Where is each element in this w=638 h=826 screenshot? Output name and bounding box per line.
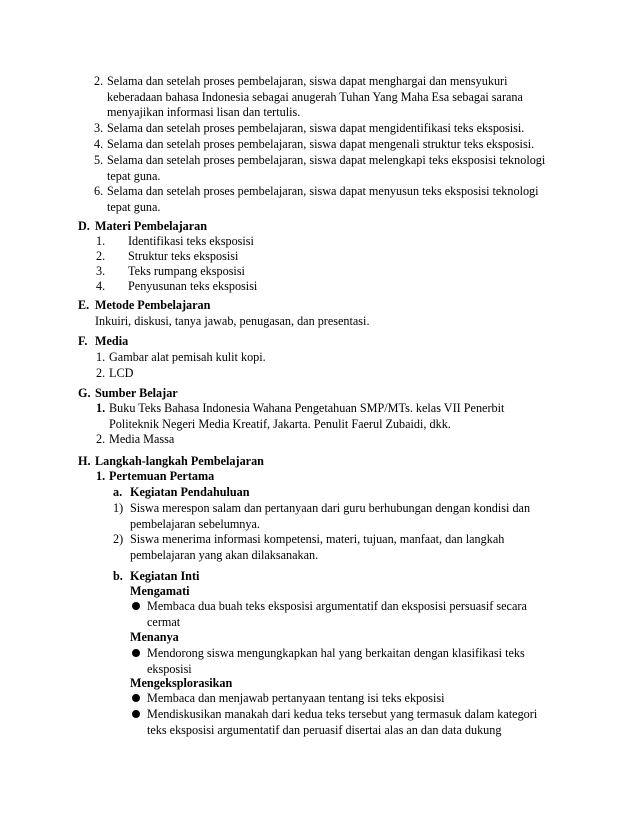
label-mengamati: Mengamati (130, 584, 190, 598)
tujuan-item-2: 2. Selama dan setelah proses pembelajaran, siswa dapat menghargai dan mensyukuri keberadaan bahasa Indonesia sebagai anugerah Tuhan Yang Maha Esa sebagai sarana menyajikan informasi lisan dan tertulis. (94, 74, 523, 119)
bullet-icon (132, 710, 140, 718)
label-menanya: Menanya (130, 630, 179, 644)
bullet-icon (132, 649, 140, 657)
mengamati-item: Membaca dua buah teks eksposisi argumentatif dan eksposisi persuasif secara cermat (130, 599, 577, 630)
tujuan-item-3: 3. Selama dan setelah proses pembelajaran, siswa dapat mengidentifikasi teks eksposisi. (94, 121, 525, 135)
media-item: 2. LCD (96, 366, 134, 380)
tujuan-item-6: 6. Selama dan setelah proses pembelajaran, siswa dapat menyusun teks eksposisi teknologi tepat guna. (94, 184, 539, 214)
pendahuluan-item: 2) Siswa menerima informasi kompetensi, materi, tujuan, manfaat, dan langkah pembelajaran yang akan dilaksanakan. (113, 532, 505, 562)
media-item: 1. Gambar alat pemisah kulit kopi. (96, 350, 266, 364)
eksplor-item: Membaca dan menjawab pertanyaan tentang isi teks ekposisi (130, 691, 577, 707)
pendahuluan-item: 1) Siswa merespon salam dan pertanyaan dari guru berhubungan dengan kondisi dan pembelajaran sebelumnya. (113, 501, 531, 531)
materi-item: 4. Penyusunan teks eksposisi (96, 279, 258, 293)
materi-item: 1. Identifikasi teks eksposisi (96, 234, 254, 248)
materi-item: 3. Teks rumpang eksposisi (96, 264, 245, 278)
subsection-inti: b. Kegiatan Inti (113, 569, 200, 583)
bullet-icon (132, 602, 140, 610)
menanya-item: Mendorong siswa mengungkapkan hal yang berkaitan dengan klasifikasi teks eksposisi (130, 646, 577, 677)
sumber-item: 1. Buku Teks Bahasa Indonesia Wahana Pengetahuan SMP/MTs. kelas VII Penerbit Politeknik Negeri Media Kreatif, Jakarta. Penulit Faerul Zubaidi, dkk. (96, 401, 505, 431)
section-heading-materi: D. Materi Pembelajaran (78, 219, 208, 233)
label-mengeksplorasikan: Mengeksplorasikan (130, 676, 233, 690)
pertemuan-heading: 1. Pertemuan Pertama (96, 469, 215, 483)
section-heading-metode: E. Metode Pembelajaran (78, 298, 211, 312)
subsection-pendahuluan: a. Kegiatan Pendahuluan (113, 485, 250, 499)
bullet-icon (132, 694, 140, 702)
metode-text: Inkuiri, diskusi, tanya jawab, penugasan, dan presentasi. (95, 314, 370, 328)
eksplor-item: Mendiskusikan manakah dari kedua teks tersebut yang termasuk dalam kategori teks eksposisi argumentatif dan peruasif disertai alas an dan data dukung (130, 707, 587, 738)
materi-item: 2. Struktur teks eksposisi (96, 249, 239, 263)
sumber-item: 2. Media Massa (96, 432, 175, 446)
tujuan-item-5: 5. Selama dan setelah proses pembelajaran, siswa dapat melengkapi teks eksposisi teknologi tepat guna. (94, 153, 546, 183)
tujuan-item-4: 4. Selama dan setelah proses pembelajaran, siswa dapat mengenali struktur teks eksposisi. (94, 137, 535, 151)
list-number: 2. (94, 74, 104, 88)
section-heading-sumber: G. Sumber Belajar (78, 386, 178, 400)
section-heading-media: F. Media (78, 334, 129, 348)
section-heading-langkah: H. Langkah-langkah Pembelajaran (78, 454, 264, 468)
